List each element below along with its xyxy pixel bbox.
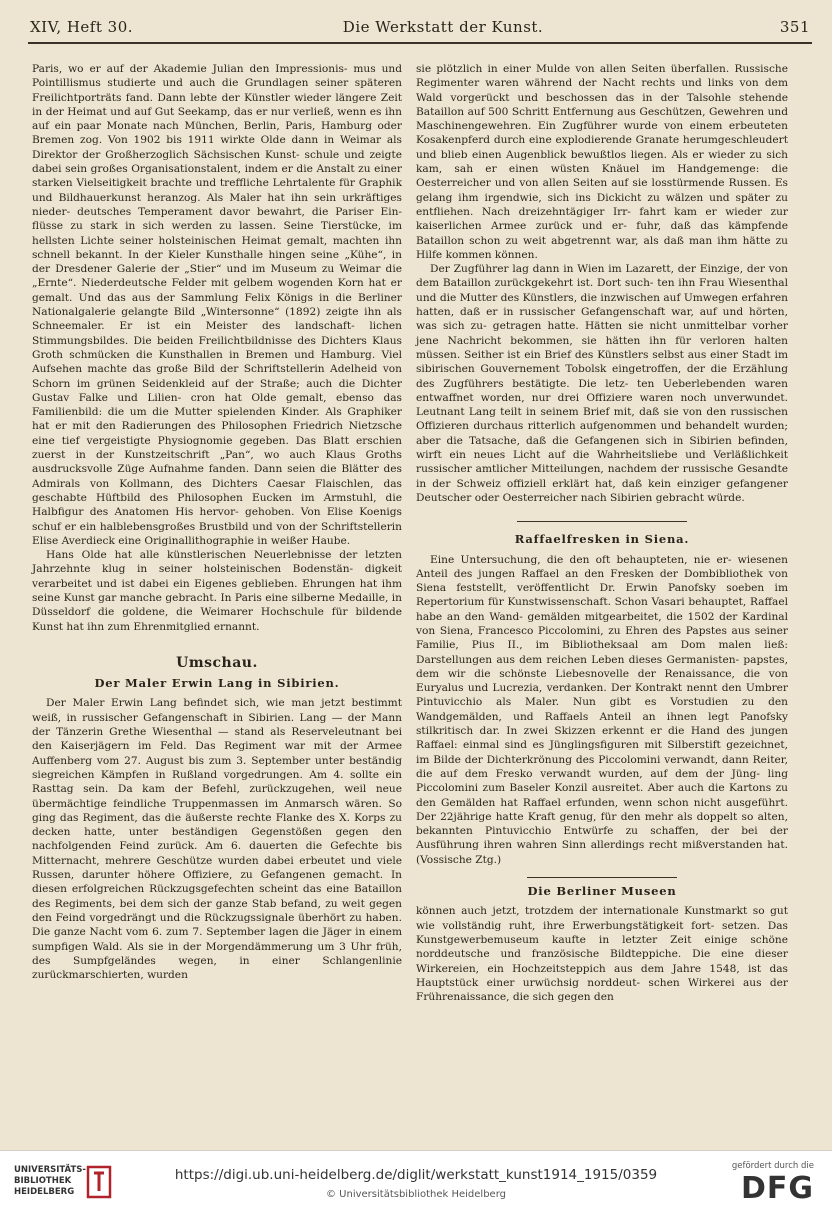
article-title-lang: Der Maler Erwin Lang in Sibirien. <box>94 676 340 691</box>
divider-rule <box>517 521 687 522</box>
logo-line-2: BIBLIOTHEK <box>14 1176 72 1186</box>
journal-title: Die Werkstatt der Kunst. <box>342 18 544 36</box>
raffael-text: Eine Untersuchung, die den oft behaupteten, nie er- wiesenen Anteil des jungen Raffael an den Fresken der Dombibliothek von Siena feststellt, veröffentlicht Dr. Erwin Panofsky soeben im Repertorium für Kunstwissenschaft. Schon Vasari behauptet, Raffael habe an den Wand- gemälden mitgearbeitet, die 1502 der Kardinal von Siena, Francesco Piccolomini, zu Ehren des Papstes aus seiner Familie, Pius II., im Bibliotheksaal am Dom malen ließ: Darstellungen aus dem reichen Leben dieses Germanisten- papstes, dem wir die schönste Liebesnovelle der Renaissance, die von Euryalus und Lucrezia, verdanken. Der Kontrakt nennt den Umbrer Pintuvicchio als Maler. Nun gibt es Vorstudien zu den Wandgemälden, und Raffaels Anteil an ihnen legt Panofsky stilkritisch dar. In zwei Skizzen erkennt er die Hand des jungen Raffael: einmal sind es Jünglingsfiguren mit Silberstift gezeichnet, im Bilde der Dichterkrönung des Piccolomini verwandt, dann Reiter, die auf dem Fresko verwandt wurden, auf dem der Jüng- ling Piccolomini zum Baseler Konzil ausreitet. Aber auch die Kartons zu den Gemälden hat Raffael erfunden, wenn schon nicht ausgeführt. Der 22jährige hatte Kraft genug, für den mehr als doppelt so alten, bekannten Pintuvicchio Entwürfe zu schaffen, der bei der Ausführung ihren wahren Sinn allerdings recht mißverstanden hat. <box>416 553 788 852</box>
logo-line-1: UNIVERSITÄTS- <box>14 1165 86 1175</box>
article-title-museen: Die Berliner Museen <box>527 884 677 899</box>
logo-line-3: HEIDELBERG <box>14 1187 75 1197</box>
lang-paragraph-3: Der Zugführer lag dann in Wien im Lazarett, der Einzige, der von dem Bataillon zurückgekehrt ist. Dort such- ten ihn Frau Wiesenthal und die Mutter des Künstlers, die inzwischen auf Umwegen erfahren hatten, daß er in russischer Gefangenschaft war, auf und hörten, was sich zu- getragen hatte. Hätten sie nicht unmittelbar vorher jene Nachricht bekommen, sie hätten ihn für verloren halten müssen. Seither ist ein Brief des Künstlers selbst aus einer Stadt im sibirischen Gouvernement Tobolsk eingetroffen, der die Erzählung des Zugführers bestätigte. Die letz- ten Ueberlebenden waren entwaffnet worden, nur drei Offiziere waren noch unverwundet. Leutnant Lang teilt in seinem Brief mit, daß sie von den russischen Offizieren durchaus ritterlich aufgenommen und behandelt wurden; aber die Tatsache, daß die Gefangenen sich in Sibirien befinden, wirft ein neues Licht auf die Wahrheitsliebe und Verläßlichkeit russischer amtlicher Mitteilungen, nachdem der russische Gesandte in der Schweiz offiziell erklärt hat, daß kein einziger gefangener Deutscher oder Oesterreicher nach Sibirien gebracht würde. <box>416 263 788 504</box>
lang-paragraph-1: Der Maler Erwin Lang befindet sich, wie man jetzt bestimmt weiß, in russischer Gefangenschaft in Sibirien. Lang — der Mann der Tänzerin Grethe Wiesenthal — stand als Reserveleutnant bei den Kaiserjägern im Feld. Das Regiment war mit der Armee Auffenberg vom 27. August bis zum 3. September unter beständig siegreichen Kämpfen in Rußland vorgedrungen. Am 4. sollte ein Rasttag sein. Da kam der Befehl, zurückzugehen, weil neue übermächtige feindliche Truppenmassen im Anmarsch wären. So ging das Regiment, das die äußerste rechte Flanke des X. Korps zu decken hatte, unter beständigen Gegenstößen gegen den nachfolgenden Feind zurück. Am 6. dauerten die Gefechte bis Mitternacht, mehrere Geschütze wurden dabei erbeutet und viele Russen, darunter höhere Offiziere, zu Gefangenen gemacht. In diesen erfolgreichen Rückzugsgefechten scheint das eine Bataillon des Regiments, bei dem sich der ganze Stab befand, zu weit gegen den Feind vorgedrängt und die Rückzugssignale überhört zu haben. Die ganze Nacht vom 6. zum 7. September lagen die Jäger in einem sumpfigen Wald. Als sie in der Morgendämmerung um 3 Uhr früh, des Sumpfgeländes wegen, in einer Schlangenlinie zurückmarschierten, wurden <box>32 697 402 982</box>
article-title-raffael: Raffaelfresken in Siena. <box>514 532 690 547</box>
section-title-umschau: Umschau. <box>176 654 258 671</box>
raffael-source: (Vossische Ztg.) <box>416 853 502 866</box>
running-header <box>28 14 812 44</box>
museen-paragraph: können auch jetzt, trotzdem der internationale Kunstmarkt so gut wie vollständig ruht, ihre Erwerbungstätigkeit fort- setzen. Das Kunstgewerbemuseum kaufte in letzter Zeit einige schöne norddeutsche und französische Bildteppiche. Die eine dieser Wirkereien, ein Hochzeitsteppich aus dem Jahre 1548, ist das Hauptstück einer urwüchsig norddeut- schen Wirkerei aus der Frührenaissance, die sich gegen den <box>416 905 788 1004</box>
issue-number: XIV, Heft 30. <box>30 18 134 36</box>
right-column <box>416 62 788 1004</box>
olde-paragraph-1: Paris, wo er auf der Akademie Julian den Impressionis- mus und Pointillismus studierte und auch die Grundlagen seiner späteren Freilichtporträts fand. Dann lebte der Künstler wieder längere Zeit in der Heimat und auf Gut Seekamp, das er nur verließ, wenn es ihn auf ein paar Monate nach München, Berlin, Paris, Hamburg oder Bremen zog. Von 1902 bis 1911 wirkte Olde dann in Weimar als Direktor der Großherzoglich Sächsischen Kunst- schule und zeigte dabei sein großes Organisationstalent, indem er die Anstalt zu einer starken Vielseitigkeit brachte und treffliche Lehrtalente für Graphik und Bildhauerkunst heranzog. Als Maler hat ihn sein urkräftiges nieder- deutsches Temperament davor bewahrt, die Pariser Ein- flüsse zu stark in sich werden zu lassen. Seine Tierstücke, im hellsten Lichte seiner holsteinischen Heimat gemalt, machten ihn schnell bekannt. In der Kieler Kunsthalle hingen seine „Kühe“, in der Dresdener Galerie der „Stier“ und im Museum zu Weimar die „Ernte“. Niederdeutsche Felder mit gelbem wogenden Korn hat er gemalt. Und das aus der Sammlung Felix Königs in die Berliner Nationalgalerie gelangte Bild „Wintersonne“ (1892) zeigte ihn als Schneemaler. Er ist ein Meister des landschaft- lichen Stimmungsbildes. Die beiden Freilichtbildnisse des Dichters Klaus Groth schmücken die Kunsthallen in Bremen und Hamburg. Viel Aufsehen machte das große Bild der Schriftstellerin Adelheid von Schorn im grünen Seidenkleid auf der Straße; auch die Dichter Gustav Falke und Lilien- cron hat Olde gemalt, ebenso das Familienbild: die um die Mutter spielenden Kinder. Als Graphiker hat er mit den Radierungen des Philosophen Friedrich Nietzsche eine tief vergeistigte Physiognomie gegeben. Das Blatt erschien zuerst in der Kunstzeitschrift „Pan“, wo auch Klaus Groths ausdrucksvolle Züge Aufnahme fanden. Dann seien die Blätter des Admirals von Kollmann, des Dichters Caesar Flaischlen, das geschabte Hüftbild des Philosophen Eucken im Armstuhl, die Halbfigur des Anatomen His hervor- gehoben. Von Elise Koenigs schuf er ein halblebensgroßes Brustbild und von der Schriftstellerin Elise Averdieck eine Originallithographie in weißer Haube. <box>32 63 402 547</box>
dfg-logo[interactable]: DFG <box>740 1171 814 1206</box>
copyright-notice: © Universitätsbibliothek Heidelberg <box>325 1189 506 1200</box>
olde-paragraph-2: Hans Olde hat alle künstlerischen Neuerlebnisse der letzten Jahrzehnte klug in seiner holsteinischen Bodenstän- digkeit verarbeitet und ist dabei ein Eigenes geblieben. Ehrungen hat ihm seine Kunst gar manche gebracht. In Paris eine silberne Medaille, in Düsseldorf die goldene, die Weimarer Hochschule für bildende Kunst hat ihn zum Ehrenmitglied ernannt. <box>32 549 402 633</box>
permalink-url[interactable]: https://digi.ub.uni-heidelberg.de/diglit/werkstatt_kunst1914_1915/0359 <box>174 1167 658 1183</box>
lang-paragraph-2: sie plötzlich in einer Mulde von allen Seiten überfallen. Russische Regimenter waren während der Nacht rechts und links von dem Wald vorgerückt und beschossen das in der Talsohle stehende Bataillon auf 500 Schritt Entfernung aus Geschützen, Gewehren und Maschinengewehren. Ein Zugführer wurde von einem erbeuteten Kosakenpferd durch eine explodierende Granate herumgeschleudert und blieb einen Augenblick bewußtlos liegen. Als er wieder zu sich kam, sah er einen wüsten Knäuel im Handgemenge: die Oesterreicher und von allen Seiten auf sie losstürmende Russen. Es gelang ihm irgendwie, sich ins Dickicht zu wälzen und später zu entfliehen. Nach dreizehntägiger Irr- fahrt kam er wieder zur kaiserlichen Armee zurück und er- fuhr, daß das kämpfende Bataillon schon zu weit abgetrennt war, als daß man ihm hätte zu Hilfe kommen können. <box>416 63 788 261</box>
page-number: 351 <box>779 18 810 36</box>
left-column <box>32 62 402 982</box>
divider-rule-2 <box>527 877 677 878</box>
funding-label: gefördert durch die <box>731 1161 814 1171</box>
viewer-footer <box>0 1150 832 1215</box>
raffael-paragraph <box>416 553 788 868</box>
